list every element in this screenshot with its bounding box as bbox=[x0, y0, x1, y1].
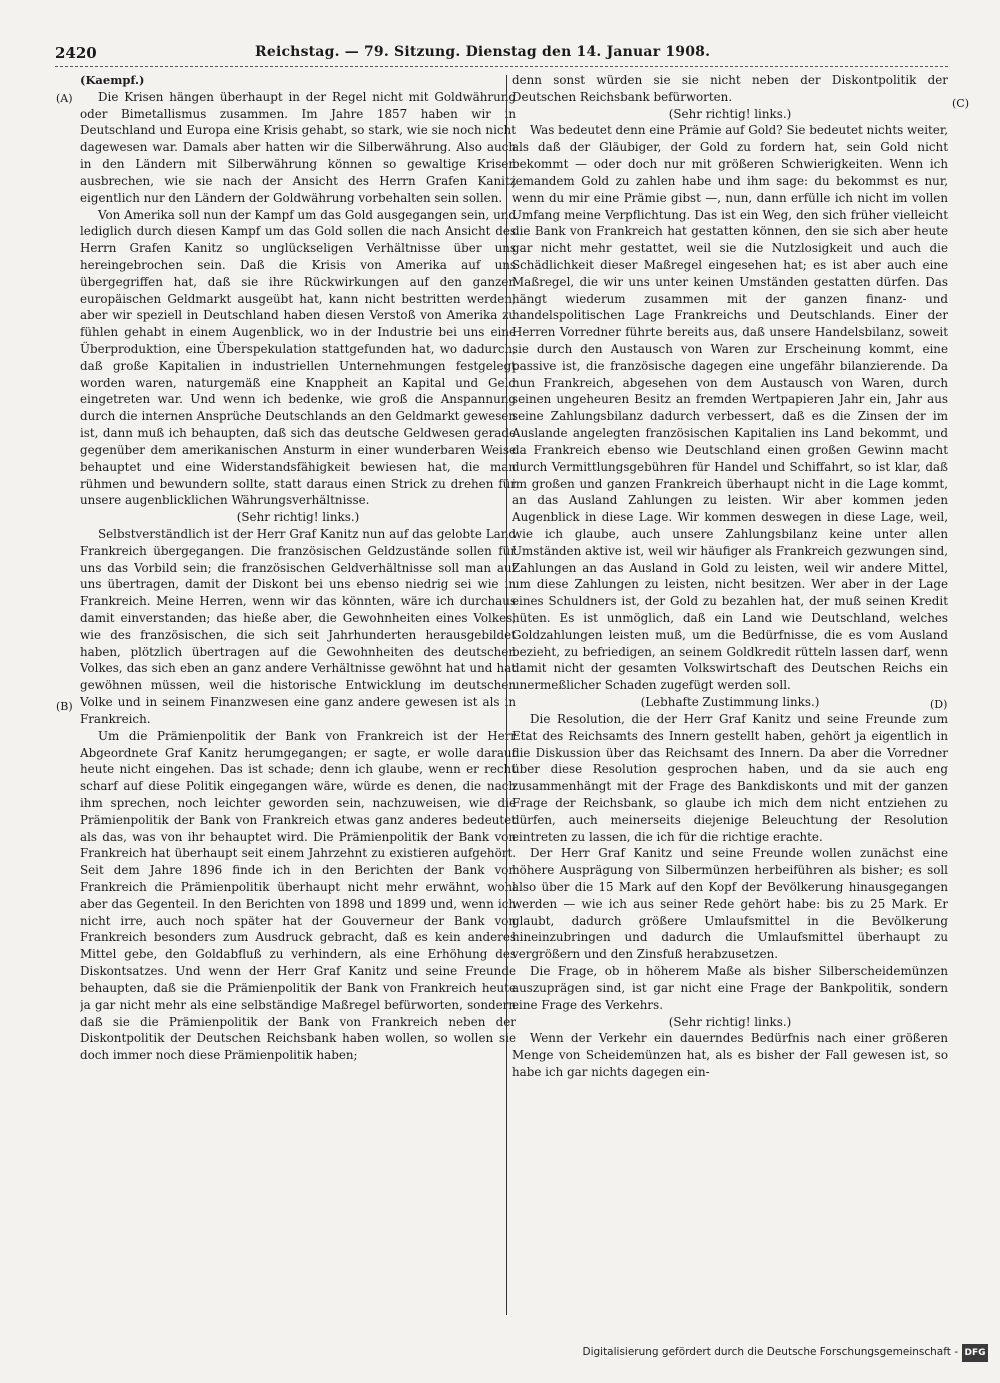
paragraph: Die Resolution, die der Herr Graf Kanitz und seine Freunde zum Etat des Reichsamts des Innern gestellt haben, gehört ja eigentlich in die Diskussion über das Reichsamt des Innern. Da aber die Vorredner über diese Resolution gesprochen haben, und da sie auch eng zusammenhängt mit der Frage des Bankdiskonts und mit der ganzen Frage der Reichsbank, so glaube ich mich dem nicht entziehen zu dürfen, auch meinerseits diejenige Beleuchtung der Resolution eintreten zu lassen, die ich für die richtige erachte. bbox=[512, 711, 948, 844]
page-header bbox=[55, 44, 945, 66]
paragraph: Selbstverständlich ist der Herr Graf Kanitz nun auf das gelobte Land Frankreich übergegangen. Die französischen Geldzustände sollen für uns das Vorbild sein; die französischen Geldverhältnisse soll man auf uns übertragen, damit der Diskont bei uns ebenso niedrig sei wie in Frankreich. Meine Herren, wenn wir das könnten, wäre ich durchaus damit einverstanden; das hieße aber, die Gewohnheiten eines Volkes, wie des französischen, die sich seit Jahrhunderten herausgebildet haben, plötzlich übertragen auf die Gewohnheiten des deutschen Volkes, das sich eben an ganz andere Verhältnisse gewöhnt hat und hat gewöhnen müssen, weil die historische Entwicklung im deutschen Volke und in seinem Finanzwesen eine ganz andere gewesen ist als in Frankreich. bbox=[80, 526, 516, 726]
paragraph: Die Krisen hängen überhaupt in der Regel nicht mit Goldwährung oder Bimetallismus zusammen. Im Jahre 1857 haben wir in Deutschland und Europa eine Krisis gehabt, so stark, wie sie noch nicht dagewesen war. Damals aber hatten wir die Silberwährung. Also auch in den Ländern mit Silberwährung können so gewaltige Krisen ausbrechen, wie sie nach der Ansicht des Herrn Grafen Kanitz eigentlich nur den Ländern der Goldwährung vorbehalten sein sollen. bbox=[80, 89, 516, 205]
paragraph: Von Amerika soll nun der Kampf um das Gold ausgegangen sein, und lediglich durch diesen Kampf um das Gold sollen die nach Ansicht des Herrn Grafen Kanitz so unglückseligen Verhältnisse über uns hereingebrochen sein. Daß die Krisis von Amerika auf uns übergegriffen hat, daß sie ihre Rückwirkungen auf den ganzen europäischen Geldmarkt ausgeübt hat, kann nicht bestritten werden; aber wir speziell in Deutschland haben diesen Verstoß von Amerika zu fühlen gehabt in einem Augenblick, wo in der Industrie bei uns eine Überproduktion, eine Überspekulation stattgefunden hat, wo dadurch, daß große Kapitalien in industriellen Unternehmungen festgelegt worden waren, naturgemäß eine Knappheit an Kapital und Geld eingetreten war. Und wenn ich bedenke, wie groß die Anspannung durch die internen Ansprüche Deutschlands an den Geldmarkt gewesen ist, dann muß ich behaupten, daß sich das deutsche Geldwesen gerade gegenüber dem amerikanischen Ansturm in einer wunderbaren Weise behauptet und eine Widerstandsfähigkeit bewiesen hat, die man rühmen und bewundern sollte, statt daraus einen Strick zu drehen für unsere augenblicklichen Währungsverhältnisse. bbox=[80, 207, 516, 508]
page-number: 2420 bbox=[55, 44, 97, 62]
margin-mark-b: (B) bbox=[56, 700, 73, 713]
header-divider bbox=[55, 66, 948, 67]
paragraph: Die Frage, ob in höherem Maße als bisher Silberscheidemünzen auszuprägen sind, ist gar nicht eine Frage der Bankpolitik, sondern eine Frage des Verkehrs. bbox=[512, 964, 948, 1012]
paragraph: Was bedeutet denn eine Prämie auf Gold? Sie bedeutet nichts weiter, als daß der Gläubiger, der Gold zu fordern hat, sein Gold nicht bekommt — oder doch nur mit größeren Schwierigkeiten. Wenn ich jemandem Gold zu zahlen habe und ihm sage: du bekommst es nur, wenn du mir eine Prämie gibst —, nun, dann erfülle ich nicht im vollen Umfang meine Verpflichtung. Das ist ein Weg, den sich früher vielleicht die Bank von Frankreich hat gestatten können, den sie sich aber heute gar nicht mehr gestattet, weil sie die Nutzlosigkeit und auch die Schädlichkeit dieser Maßregel eingesehen hat; es ist aber auch eine Maßregel, die wir uns unter keinen Umständen gestatten dürfen. Das hängt wiederum zusammen mit der ganzen finanz- und handelspolitischen Lage Frankreichs und Deutschlands. Einer der Herren Vorredner führte bereits aus, daß unsere Handelsbilanz, soweit sie durch den Austausch von Waren zur Erscheinung kommt, eine passive ist, die französische dagegen eine ungefähr bilanzierende. Da nun Frankreich, abgesehen von dem Austausch von Waren, durch seinen ungeheuren Besitz an fremden Wertpapieren Jahr ein, Jahr aus seine Zahlungsbilanz dadurch verbessert, daß es die Zinsen der im Auslande angelegten französischen Kapitalien ins Land bekommt, und da Frankreich ebenso wie Deutschland einen großen Gewinn macht durch Vermittlungsgebühren für Handel und Schiffahrt, so ist klar, daß im großen und ganzen Frankreich überhaupt nicht in die Lage kommt, an das Ausland Zahlungen zu leisten. Wir aber kommen jeden Augenblick in diese Lage. Wir kommen deswegen in diese Lage, weil, wie ich glaube, auch unsere Zahlungsbilanz keine unter allen Umständen aktive ist, weil wir häufiger als Frankreich gezwungen sind, Zahlungen an das Ausland in Gold zu leisten, weil wir andere Mittel, um diese Zahlungen zu leisten, nicht besitzen. Wer aber in der Lage eines Schuldners ist, der Gold zu bezahlen hat, der muß seinen Kredit hüten. Es ist unmöglich, daß ein Land wie Deutschland, welches Goldzahlungen leisten muß, um die Bedürfnisse, die es vom Ausland bezieht, zu befriedigen, an seinem Goldkredit rütteln lassen darf, wenn damit nicht der gesamten Volkswirtschaft des Deutschen Reichs ein unermeßlicher Schaden zugefügt werden soll. bbox=[512, 123, 948, 693]
margin-mark-d: (D) bbox=[930, 698, 948, 711]
digitization-credit: Digitalisierung gefördert durch die Deutsche Forschungsgemeinschaft - bbox=[582, 1346, 958, 1358]
paragraph: Um die Prämienpolitik der Bank von Frankreich ist der Herr Abgeordnete Graf Kanitz herumgegangen; er sagte, er wolle darauf heute nicht eingehen. Das ist schade; denn ich glaube, wenn er recht scharf auf diese Politik eingegangen wäre, würde es denen, die nach ihm sprechen, noch leichter geworden sein, nachzuweisen, wie die Prämienpolitik der Bank von Frankreich etwas ganz anderes bedeutet als das, was von ihr behauptet wird. Die Prämienpolitik der Bank von Frankreich hat überhaupt seit einem Jahrzehnt zu existieren aufgehört. Seit dem Jahre 1896 finde ich in den Berichten der Bank von Frankreich die Prämienpolitik überhaupt nicht mehr erwähnt, wohl aber das Gegenteil. In den Berichten von 1898 und 1899 und, wenn ich nicht irre, auch noch später hat der Gouverneur der Bank von Frankreich besonders zum Ausdruck gebracht, daß es kein anderes Mittel gebe, den Goldabfluß zu verhindern, als eine Erhöhung des Diskontsatzes. Und wenn der Herr Graf Kanitz und seine Freunde behaupten, daß sie die Prämienpolitik der Bank von Frankreich heute ja gar nicht mehr als eine selbständige Maßregel befürworten, sondern daß sie die Prämienpolitik der Bank von Frankreich neben der Diskontpolitik der Deutschen Reichsbank haben wollen, so wollen sie doch immer noch diese Prämienpolitik haben; bbox=[80, 728, 516, 1063]
right-column bbox=[512, 72, 948, 1312]
interjection: (Sehr richtig! links.) bbox=[236, 510, 360, 525]
margin-mark-c: (C) bbox=[952, 97, 969, 110]
paragraph: Der Herr Graf Kanitz und seine Freunde wollen zunächst eine höhere Ausprägung von Silbermünzen herbeiführen als bisher; es soll also über die 15 Mark auf den Kopf der Bevölkerung hinausgegangen werden — wie ich aus seiner Rede gehört habe: bis zu 25 Mark. Er glaubt, dadurch größere Umlaufsmittel in die Bevölkerung hineinzubringen und dadurch die Umlaufsmittel überhaupt zu vergrößern und den Zinsfuß herabzusetzen. bbox=[512, 846, 948, 962]
page-footer bbox=[582, 1346, 988, 1362]
speaker-label bbox=[80, 72, 516, 89]
paragraph: Wenn der Verkehr ein dauerndes Bedürfnis nach einer größeren Menge von Scheidemünzen hat, als es bisher der Fall gewesen ist, so habe ich gar nichts dagegen ein- bbox=[512, 1031, 948, 1079]
dfg-logo: DFG bbox=[962, 1344, 988, 1362]
column-divider bbox=[506, 75, 507, 1315]
interjection: (Sehr richtig! links.) bbox=[668, 106, 792, 121]
margin-mark-a: (A) bbox=[56, 92, 73, 105]
interjection: (Lebhafte Zustimmung links.) bbox=[640, 695, 820, 710]
left-column bbox=[80, 72, 516, 1312]
interjection: (Sehr richtig! links.) bbox=[668, 1014, 792, 1029]
speaker-name: (Kaempf.) bbox=[80, 73, 145, 87]
running-title: Reichstag. — 79. Sitzung. Dienstag den 14. Januar 1908. bbox=[255, 44, 711, 60]
paragraph: denn sonst würden sie sie nicht neben der Diskontpolitik der Deutschen Reichsbank befürworten. bbox=[512, 73, 948, 104]
